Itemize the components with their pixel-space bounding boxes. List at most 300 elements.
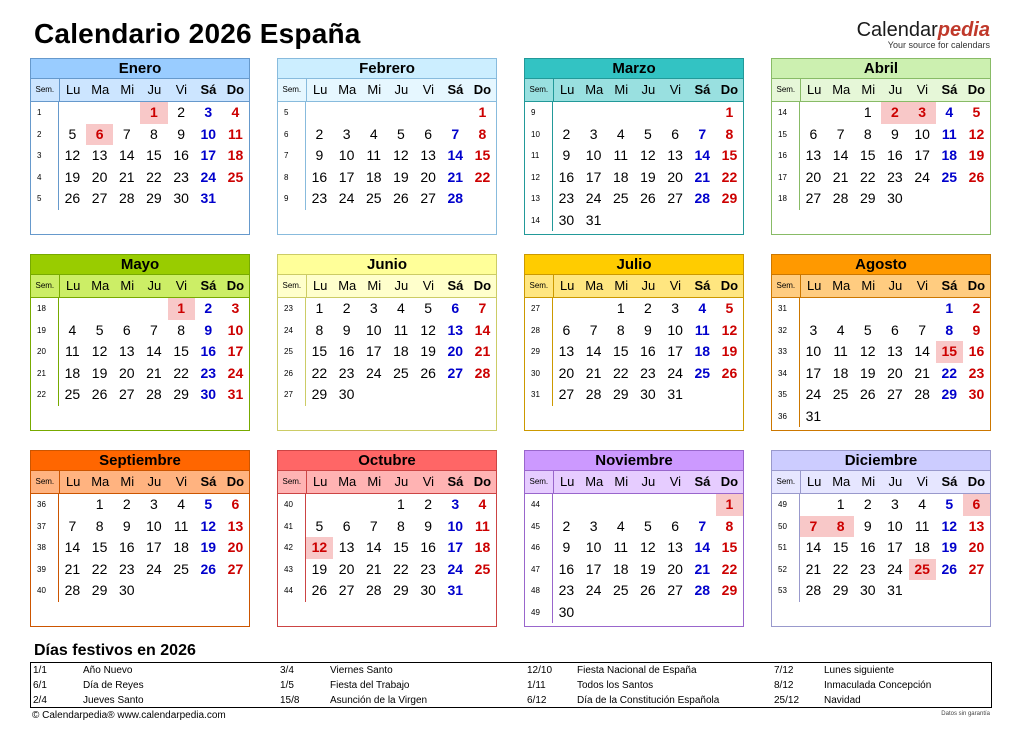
week-number: 7: [278, 145, 306, 167]
day-cell: 23: [558, 582, 575, 598]
week-number: 21: [31, 363, 59, 385]
day-cell: 27: [805, 190, 822, 206]
day-cell: 5: [204, 496, 213, 512]
day-cell: 8: [827, 516, 854, 538]
day-cell: [222, 580, 249, 602]
day-cell: 9: [342, 321, 351, 338]
holiday-date: 2/4: [33, 695, 47, 706]
day-cell: 28: [805, 582, 822, 598]
week-number: 40: [278, 494, 306, 516]
day-cell: 9: [177, 125, 185, 142]
day-cell: 3: [909, 102, 936, 124]
week-row: [278, 145, 496, 167]
day-cell: 29: [146, 190, 162, 206]
day-cell: 26: [721, 364, 738, 381]
day-cell: 13: [338, 539, 355, 555]
day-cell: 4: [945, 104, 954, 120]
day-cell: 25: [694, 364, 711, 381]
holiday-name: Jueves Santo: [83, 695, 144, 706]
weekday-header: Vi: [916, 474, 929, 489]
day-cell: 10: [914, 125, 930, 142]
week-row: [525, 516, 743, 538]
day-cell: 17: [887, 539, 903, 555]
day-cell: [854, 298, 881, 320]
month-8: [771, 254, 991, 431]
day-cell: 1: [616, 300, 625, 316]
day-cell: 3: [342, 125, 351, 142]
month-3: [524, 58, 744, 235]
weekday-header: Ju: [394, 82, 409, 97]
weekday-header: Lu: [806, 474, 822, 489]
day-cell: 21: [914, 364, 930, 381]
weekday-header: Mi: [120, 82, 135, 97]
day-cell: 3: [204, 104, 213, 120]
day-cell: 29: [859, 190, 876, 206]
week-number-header: Sem.: [278, 275, 307, 297]
day-cell: 22: [721, 560, 738, 577]
holiday-name: Día de la Constitución Española: [577, 695, 720, 706]
week-row: [525, 341, 743, 363]
day-cell: [469, 580, 496, 602]
day-cell: 24: [914, 168, 930, 185]
day-cell: 14: [914, 343, 930, 359]
week-number-header: Sem.: [31, 275, 60, 297]
day-cell: 5: [725, 300, 734, 316]
day-cell: 23: [558, 190, 575, 206]
weekday-header: Ma: [91, 82, 110, 97]
week-row: [525, 363, 743, 385]
day-cell: 27: [338, 582, 355, 598]
weekday-header: Ju: [147, 278, 162, 293]
week-number: 36: [772, 406, 800, 428]
weekday-header: Mi: [120, 278, 135, 293]
day-cell: 13: [667, 539, 683, 555]
day-cell: 31: [447, 582, 464, 598]
day-cell: 7: [589, 321, 598, 338]
day-cell: 22: [941, 364, 958, 381]
day-cell: 7: [836, 125, 845, 142]
day-cell: 11: [613, 539, 629, 555]
week-number: 19: [31, 320, 59, 342]
day-cell: 28: [585, 386, 602, 402]
day-cell: [881, 298, 908, 320]
week-row: [525, 384, 743, 406]
holiday-row: [278, 678, 523, 693]
week-number: 44: [525, 494, 553, 516]
day-cell: 3: [451, 496, 460, 512]
day-cell: 31: [667, 386, 683, 402]
brand-name-part1: Calendar: [856, 19, 938, 41]
day-cell: [306, 494, 333, 516]
day-cell: 17: [585, 168, 602, 185]
week-number: 23: [278, 298, 306, 320]
week-row: [772, 124, 990, 146]
day-cell: 24: [365, 364, 382, 381]
week-row: [278, 516, 496, 538]
weekday-header: Sá: [694, 278, 711, 293]
holidays-table: [30, 662, 992, 708]
day-cell: 18: [365, 168, 382, 185]
day-cell: [140, 298, 167, 320]
brand-name-part2: pedia: [937, 19, 990, 41]
holiday-name: Todos los Santos: [577, 680, 654, 691]
day-cell: 1: [397, 496, 405, 512]
day-cell: 18: [227, 147, 244, 163]
weekday-header: Ju: [641, 278, 656, 293]
day-cell: 15: [612, 343, 629, 359]
day-cell: 8: [863, 125, 872, 142]
day-cell: 18: [64, 364, 81, 381]
day-cell: 30: [558, 211, 575, 228]
day-cell: 9: [122, 517, 131, 534]
day-cell: [963, 406, 990, 428]
day-cell: [140, 580, 167, 602]
day-cell: 26: [64, 190, 81, 206]
day-cell: 14: [64, 539, 81, 555]
day-cell: [963, 580, 990, 602]
holidays-column: [525, 663, 770, 707]
week-number: 2: [31, 124, 59, 146]
weekday-header: Lu: [312, 278, 328, 293]
day-cell: 27: [91, 190, 108, 206]
day-cell: 16: [640, 343, 656, 359]
week-row: [772, 516, 990, 538]
day-cell: 5: [644, 517, 652, 534]
weekday-header: Do: [720, 82, 739, 97]
day-cell: 28: [64, 582, 81, 598]
week-number: 18: [772, 188, 800, 210]
week-row: [772, 167, 990, 189]
day-cell: 16: [338, 343, 355, 359]
day-cell: 8: [616, 321, 625, 338]
day-cell: 1: [95, 496, 104, 512]
week-number: 48: [525, 580, 553, 602]
day-cell: 16: [200, 343, 217, 359]
day-cell: 4: [478, 496, 487, 512]
day-cell: [689, 210, 716, 232]
holiday-date: 8/12: [774, 680, 794, 691]
day-cell: [716, 602, 743, 624]
holiday-name: Viernes Santo: [330, 665, 393, 676]
day-cell: 15: [146, 147, 162, 163]
week-number: 10: [525, 124, 553, 146]
day-cell: 3: [150, 496, 158, 512]
week-number: 5: [278, 102, 306, 124]
day-cell: 8: [725, 125, 734, 142]
week-number-header: Sem.: [278, 471, 307, 493]
week-row: [31, 298, 249, 320]
day-cell: 31: [585, 211, 602, 228]
holiday-row: [772, 678, 1017, 693]
week-row: [278, 341, 496, 363]
day-cell: [195, 580, 222, 602]
day-cell: 18: [832, 364, 849, 381]
day-cell: 30: [338, 386, 355, 402]
day-cell: 6: [342, 517, 351, 534]
week-row: [772, 494, 990, 516]
day-cell: 19: [91, 364, 108, 381]
day-cell: [716, 210, 743, 232]
weekday-header: Ju: [147, 474, 162, 489]
day-cell: 27: [447, 364, 464, 381]
day-cell: 12: [941, 517, 958, 534]
day-cell: 7: [918, 321, 926, 338]
week-row: [772, 188, 990, 210]
month-1: [30, 58, 250, 235]
day-cell: 21: [832, 168, 849, 185]
weekday-header: Do: [967, 82, 986, 97]
day-cell: 2: [204, 300, 213, 316]
day-cell: 13: [968, 517, 985, 534]
day-cell: [580, 602, 607, 624]
week-row: [525, 559, 743, 581]
day-cell: 12: [859, 343, 876, 359]
day-cell: [634, 102, 661, 124]
week-row: [278, 298, 496, 320]
day-cell: 20: [558, 364, 575, 381]
day-cell: 14: [805, 539, 822, 555]
day-cell: 23: [200, 364, 217, 381]
day-cell: 16: [887, 147, 903, 163]
holiday-row: [525, 678, 770, 693]
day-cell: 19: [968, 147, 985, 163]
week-number-header: Sem.: [278, 79, 307, 101]
day-cell: [662, 210, 689, 232]
day-cell: 16: [311, 168, 328, 185]
day-cell: 13: [805, 147, 822, 163]
week-number-header: Sem.: [525, 79, 554, 101]
day-cell: 11: [694, 321, 710, 338]
day-cell: [936, 188, 963, 210]
week-row: [31, 341, 249, 363]
month-name: Febrero: [277, 58, 497, 78]
week-number-header: Sem.: [772, 275, 801, 297]
day-cell: 4: [177, 496, 185, 512]
day-cell: 10: [200, 125, 217, 142]
week-row: [278, 188, 496, 210]
day-cell: 4: [918, 496, 926, 512]
day-cell: 2: [177, 104, 185, 120]
day-cell: 21: [694, 168, 711, 185]
day-cell: [634, 602, 661, 624]
day-cell: 1: [140, 102, 167, 124]
day-cell: 1: [836, 496, 845, 512]
day-cell: 7: [369, 517, 378, 534]
weekday-header: Sá: [447, 278, 464, 293]
month-name: Marzo: [524, 58, 744, 78]
day-cell: [553, 298, 580, 320]
day-cell: 22: [721, 168, 738, 185]
day-cell: 9: [562, 147, 571, 163]
holiday-date: 12/10: [527, 665, 553, 676]
day-cell: 1: [716, 494, 743, 516]
day-cell: 19: [200, 539, 217, 555]
day-cell: 8: [315, 321, 324, 338]
day-cell: 9: [204, 321, 213, 338]
day-cell: 4: [68, 321, 77, 338]
day-cell: [415, 384, 442, 406]
week-row: [31, 363, 249, 385]
disclaimer: Datos sin garantía: [941, 711, 990, 717]
day-cell: 10: [585, 147, 602, 163]
day-cell: 12: [968, 125, 985, 142]
week-number: 25: [278, 341, 306, 363]
holiday-name: Día de Reyes: [83, 680, 144, 691]
day-cell: [936, 580, 963, 602]
weekday-header: Lu: [312, 82, 328, 97]
day-cell: 13: [887, 343, 903, 359]
day-cell: 26: [393, 190, 409, 206]
week-number: 30: [525, 363, 553, 385]
weekday-header: Do: [226, 82, 245, 97]
day-cell: [222, 188, 249, 210]
month-11: [524, 450, 744, 627]
day-cell: 9: [562, 539, 571, 555]
weekday-header: Sá: [200, 278, 217, 293]
week-number: 36: [31, 494, 59, 516]
day-cell: 10: [365, 321, 382, 338]
day-cell: 30: [968, 386, 985, 402]
day-cell: [800, 494, 827, 516]
day-cell: 1: [168, 298, 195, 320]
day-cell: [580, 494, 607, 516]
day-cell: 2: [122, 496, 131, 512]
day-cell: 10: [805, 343, 822, 359]
weekday-header: Mi: [614, 82, 629, 97]
week-row: [278, 494, 496, 516]
week-row: [525, 320, 743, 342]
day-cell: 24: [200, 168, 217, 185]
holidays-column: [31, 663, 276, 707]
brand-logo[interactable]: [857, 20, 990, 50]
day-cell: 29: [311, 386, 328, 402]
day-cell: 31: [887, 582, 903, 598]
month-5: [30, 254, 250, 431]
week-row: [31, 320, 249, 342]
holiday-name: Asunción de la Virgen: [330, 695, 428, 706]
week-row: [31, 580, 249, 602]
day-cell: 16: [859, 539, 876, 555]
day-cell: [387, 102, 414, 124]
day-cell: 12: [640, 147, 656, 163]
day-cell: 12: [721, 321, 738, 338]
week-number: 4: [31, 167, 59, 189]
day-cell: 29: [173, 386, 189, 402]
holiday-row: [31, 693, 276, 708]
day-cell: 12: [306, 537, 333, 559]
day-cell: 11: [393, 321, 409, 338]
day-cell: 15: [832, 539, 849, 555]
week-number: 1: [31, 102, 59, 124]
day-cell: 25: [393, 364, 409, 381]
day-cell: 18: [393, 343, 409, 359]
day-cell: 24: [667, 364, 683, 381]
month-name: Mayo: [30, 254, 250, 274]
day-cell: 15: [721, 539, 738, 555]
week-row: [278, 384, 496, 406]
day-cell: 29: [393, 582, 409, 598]
week-row: [278, 320, 496, 342]
day-cell: 7: [122, 125, 131, 142]
day-cell: 13: [227, 517, 244, 534]
day-cell: 30: [173, 190, 189, 206]
week-row: [525, 537, 743, 559]
day-cell: 14: [832, 147, 849, 163]
week-row: [525, 210, 743, 232]
month-name: Enero: [30, 58, 250, 78]
day-cell: 23: [311, 190, 328, 206]
weekday-header: Sá: [447, 474, 464, 489]
week-row: [31, 102, 249, 124]
day-cell: 22: [474, 168, 491, 185]
day-cell: 5: [397, 125, 405, 142]
holiday-row: [278, 693, 523, 708]
day-cell: 11: [475, 517, 490, 534]
week-number: 29: [525, 341, 553, 363]
day-cell: [360, 384, 387, 406]
day-cell: 17: [338, 168, 355, 185]
day-cell: 22: [91, 560, 108, 577]
day-cell: 10: [338, 147, 355, 163]
day-cell: [607, 102, 634, 124]
weekday-header: Vi: [916, 82, 929, 97]
day-cell: 18: [474, 539, 491, 555]
day-cell: 24: [585, 582, 602, 598]
week-number: 11: [525, 145, 553, 167]
week-row: [525, 602, 743, 624]
day-cell: 13: [667, 147, 683, 163]
week-row: [772, 384, 990, 406]
day-cell: 4: [698, 300, 707, 316]
day-cell: 28: [447, 190, 464, 206]
day-cell: 20: [447, 343, 464, 359]
day-cell: 6: [809, 125, 818, 142]
day-cell: 28: [832, 190, 849, 206]
week-row: [31, 124, 249, 146]
day-cell: 29: [832, 582, 849, 598]
holidays-title: Días festivos en 2026: [34, 642, 196, 659]
day-cell: 10: [585, 539, 602, 555]
week-number: 42: [278, 537, 306, 559]
day-cell: 3: [231, 300, 240, 316]
week-number-header: Sem.: [31, 471, 60, 493]
weekday-header: Ju: [888, 82, 903, 97]
week-row: [31, 145, 249, 167]
holiday-date: 3/4: [280, 665, 294, 676]
day-cell: 5: [315, 517, 324, 534]
weekday-header: Lu: [65, 474, 81, 489]
weekday-header: Ma: [585, 82, 604, 97]
weekday-header: Lu: [312, 474, 328, 489]
day-cell: 3: [589, 125, 598, 142]
day-cell: 5: [424, 300, 432, 316]
weekday-header: Vi: [422, 278, 435, 293]
holiday-row: [31, 663, 276, 678]
day-cell: 15: [311, 343, 328, 359]
day-cell: 28: [146, 386, 162, 402]
weekday-header: Ma: [91, 278, 110, 293]
month-name: Noviembre: [524, 450, 744, 470]
day-cell: 25: [64, 386, 81, 402]
day-cell: [415, 102, 442, 124]
weekday-header: Mi: [367, 278, 382, 293]
week-row: [31, 384, 249, 406]
holiday-date: 1/1: [33, 665, 47, 676]
day-cell: 26: [640, 582, 656, 598]
week-number: 49: [772, 494, 800, 516]
day-cell: 24: [338, 190, 355, 206]
day-cell: 23: [173, 168, 189, 185]
